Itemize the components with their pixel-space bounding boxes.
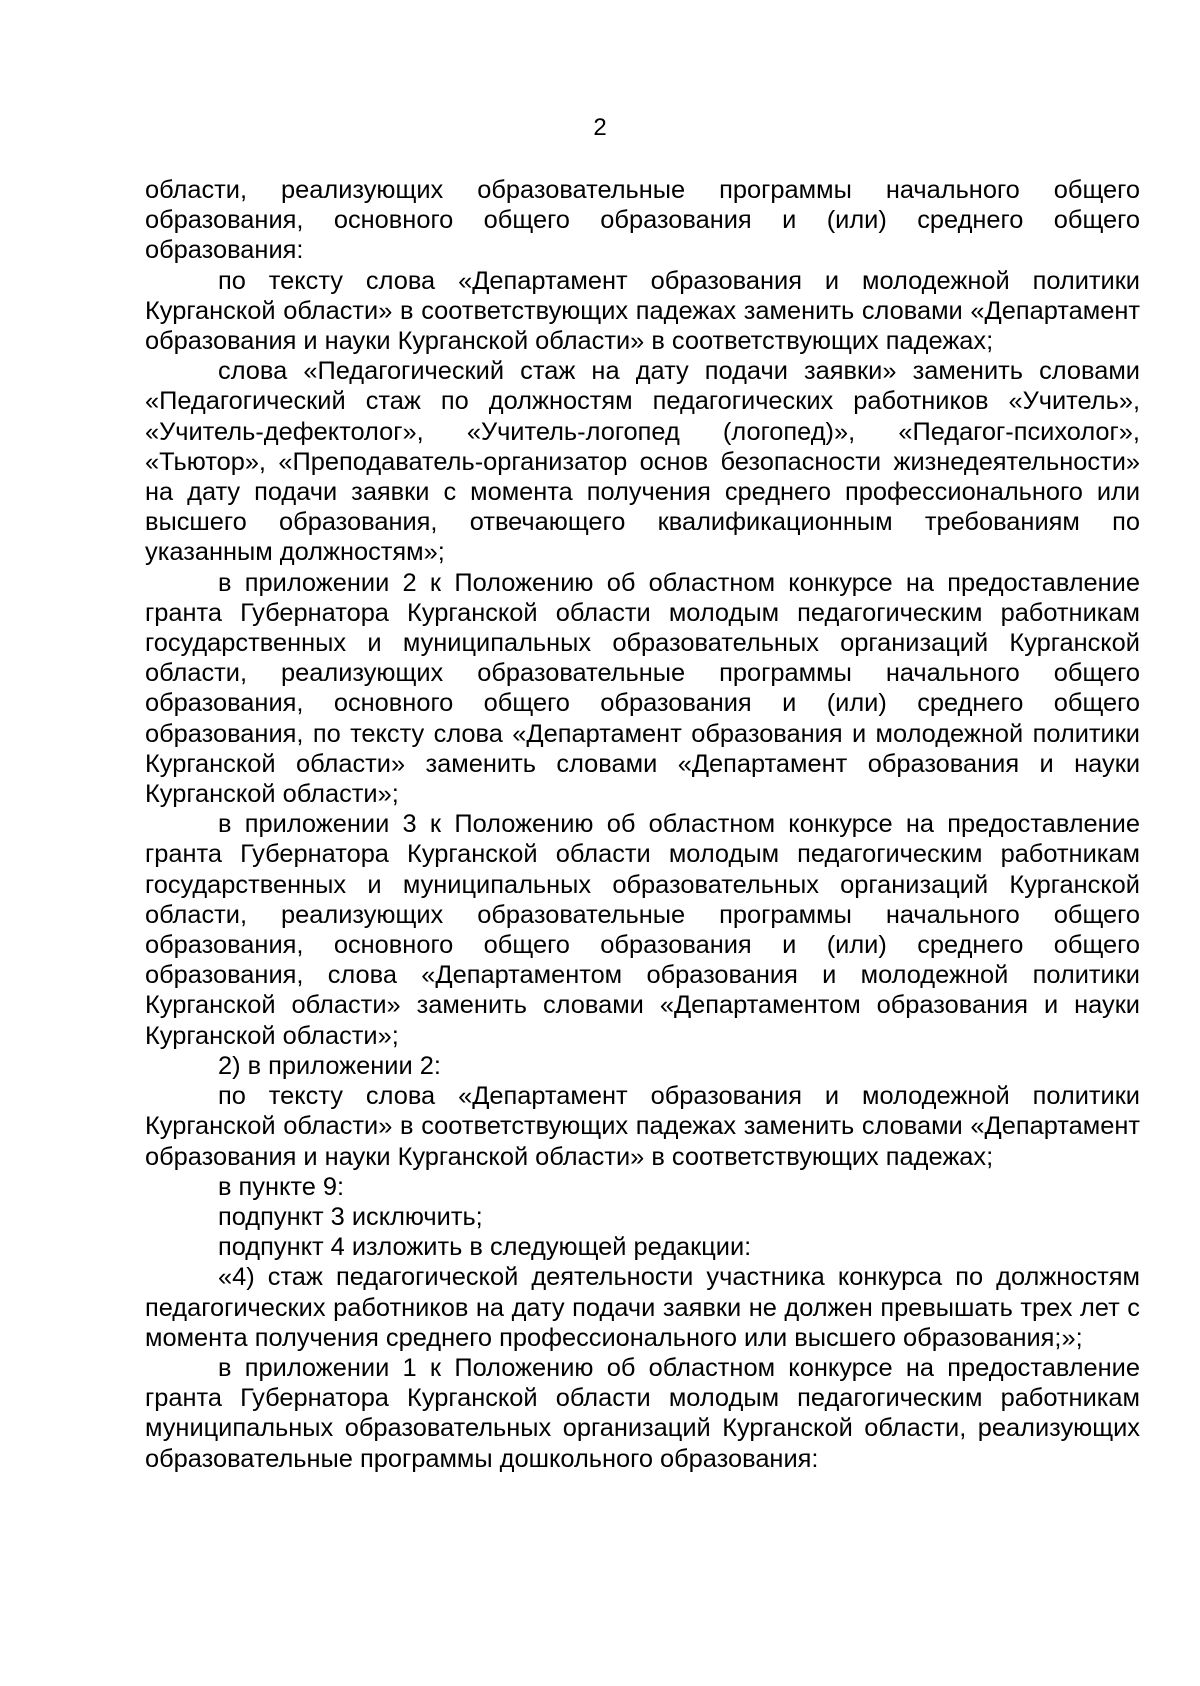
paragraph-subpoint-4-heading: подпункт 4 изложить в следующей редакции: (218, 1233, 752, 1262)
paragraph-continuation: области, реализующих образовательные программы начального общего образования, основного общего образования и (или) среднего общего образования: (145, 176, 1140, 265)
paragraph-item-2-heading: 2) в приложении 2: (218, 1051, 441, 1080)
paragraph-pedagogical-experience: слова «Педагогический стаж на дату подачи заявки» заменить словами «Педагогический стаж по должностям педагогических работников «Учитель», «Учитель-дефектолог», «Учитель-логопед (логопед)», «Педагог-психолог», «Тьютор», «Преподаватель-организатор основ безопасности жизнедеятельности» на дату подачи заявки с момента получения среднего профессионального или высшего образования, отвечающего квалификационным требованиям по указанным должностям»; (145, 357, 1140, 567)
paragraph-point-9: в пункте 9: (218, 1172, 345, 1201)
paragraph-appendix-2-amendment: в приложении 2 к Положению об областном конкурсе на предоставление гранта Губернатора Курганской области молодым педагогическим работникам государственных и муниципальных образовательных организаций Курганской области, реализующих образовательные программы начального общего образования, основного общего образования и (или) среднего общего образования, по тексту слова «Департамент образования и молодежной политики Курганской области» заменить словами «Департамент образования и науки Курганской области»; (145, 568, 1140, 809)
paragraph-department-rename: по тексту слова «Департамент образования и молодежной политики Курганской области» в соответствующих падежах заменить словами «Департамент образования и науки Курганской области» в соответствующих падежах; (145, 266, 1140, 356)
paragraph-appendix-3-amendment: в приложении 3 к Положению об областном конкурсе на предоставление гранта Губернатора Курганской области молодым педагогическим работникам государственных и муниципальных образовательных организаций Курганской области, реализующих образовательные программы начального общего образования, основного общего образования и (или) среднего общего образования, слова «Департаментом образования и молодежной политики Курганской области» заменить словами «Департаментом образования и науки Курганской области»; (145, 810, 1140, 1050)
paragraph-department-rename-2: по тексту слова «Департамент образования и молодежной политики Курганской области» в соответствующих падежах заменить словами «Департамент образования и науки Курганской области» в соответствующих падежах; (145, 1082, 1140, 1171)
document-body (145, 175, 1140, 1474)
page-number: 2 (593, 114, 607, 141)
paragraph-appendix-1-amendment: в приложении 1 к Положению об областном конкурсе на предоставление гранта Губернатора Курганской области молодым педагогическим работникам муниципальных образовательных организаций Курганской области, реализующих образовательные программы дошкольного образования: (145, 1353, 1140, 1473)
paragraph-subpoint-3-exclude: подпункт 3 исключить; (218, 1202, 483, 1231)
paragraph-subpoint-4-text: «4) стаж педагогической деятельности участника конкурса по должностям педагогических работников на дату подачи заявки не должен превышать трех лет с момента получения среднего профессионального или высшего образования;»; (145, 1263, 1140, 1352)
